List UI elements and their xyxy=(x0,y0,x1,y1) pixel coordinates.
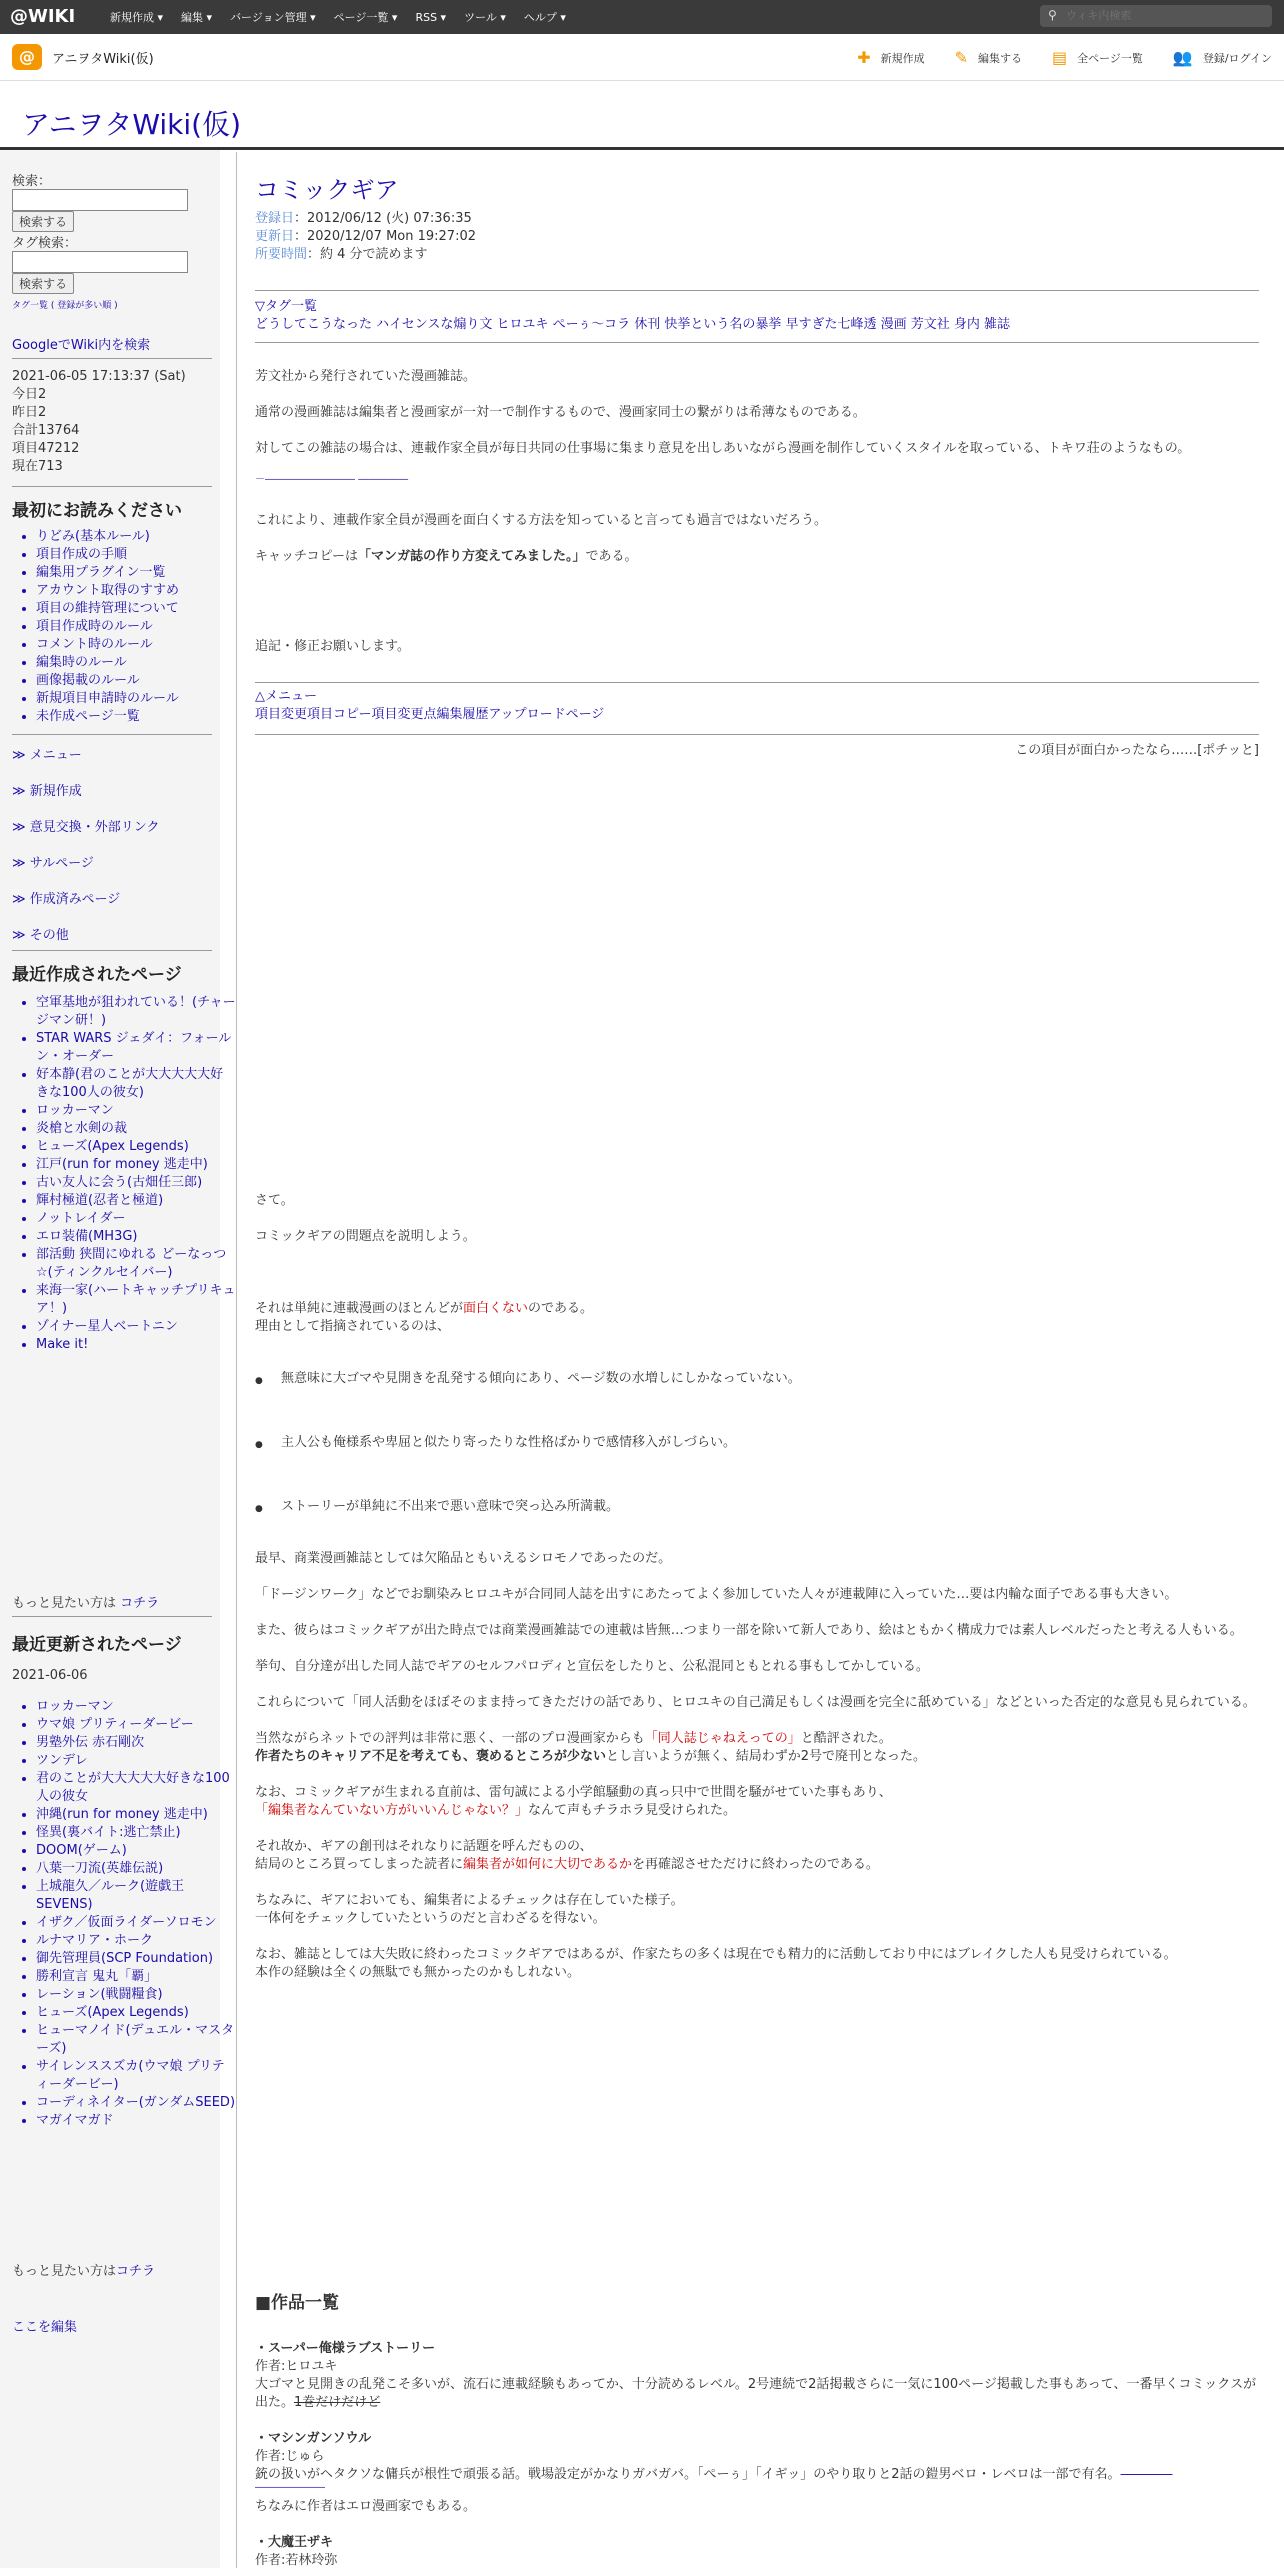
paragraph: 挙句、自分達が出した同人誌でギアのセルフパロディと宣伝をしたりと、公私混同ともとれる事もしてかしている。 xyxy=(255,1659,929,1674)
paragraph xyxy=(255,1802,1259,1820)
access-stats xyxy=(12,368,212,476)
paragraph: これらについて「同人活動をほぼそのまま持ってきただけの話であり、ヒロユキの自己満足もしくは漫画を完全に舐めている」などといった否定的な意見も見られている。 xyxy=(255,1695,1256,1710)
paragraph: また、彼らはコミックギアが出た時点では商業漫画雑誌での連載は皆無…つまり一部を除いて新人であり、絵はともかく構成力では素人レベルだったと考える人もいる。 xyxy=(255,1623,1243,1638)
menu-new[interactable]: 新規作成 ▾ xyxy=(110,11,164,24)
atwiki-logo[interactable]: @WIKI xyxy=(10,6,76,27)
text: 結局のところ買ってしまった読者に xyxy=(255,1857,464,1872)
site-actions xyxy=(857,48,1272,67)
updated-date xyxy=(255,228,1259,246)
work-title: ・大魔王ザキ xyxy=(255,2535,334,2550)
paragraph: これにより、連載作家全員が漫画を面白くする方法を知っていると言っても過言ではないだろう。 xyxy=(255,513,828,528)
paragraph: 通常の漫画雑誌は編集者と漫画家が一対一で制作するもので、漫画家同士の繋がりは希薄なものである。 xyxy=(255,405,866,420)
recent-updated-link[interactable]: • 八葉一刀流(英雄伝説) xyxy=(36,1860,236,1878)
recent-created-link[interactable]: • 好本静(君のことが大大大大大好きな100人の彼女) xyxy=(36,1066,236,1102)
sidebar-search-input[interactable] xyxy=(12,189,188,211)
site-bar xyxy=(0,34,1284,81)
catchcopy-suffix: である。 xyxy=(585,549,638,564)
sidebar-section-link[interactable]: ≫ その他 xyxy=(12,928,69,943)
recent-created-link[interactable]: • 古い友人に会う(古畑任三郎) xyxy=(36,1174,236,1192)
stat-total: 合計13764 xyxy=(12,423,80,438)
read-first-link[interactable]: • 画像掲載のルール xyxy=(36,672,236,690)
more-updated-link[interactable]: コチラ xyxy=(116,2264,156,2279)
divider xyxy=(12,950,212,951)
recent-updated-link[interactable]: • 上城龍久／ルーク(遊戯王SEVENS) xyxy=(36,1878,236,1914)
read-first-heading: 最初にお読みください xyxy=(12,501,182,521)
paragraph xyxy=(255,1730,1259,1748)
paragraph xyxy=(255,1300,1259,1318)
text: それは単純に連載漫画のほとんどが xyxy=(255,1301,464,1316)
paragraph: ちなみに作者はエロ漫画家でもある。 xyxy=(255,2499,477,2514)
google-search-link[interactable] xyxy=(12,334,212,353)
read-first-link[interactable]: • 項目の維持管理について xyxy=(36,600,236,618)
page-header xyxy=(0,81,1284,150)
read-first-link[interactable]: • 項目作成の手順 xyxy=(36,546,236,564)
read-first-list xyxy=(12,528,236,726)
sidebar-sections xyxy=(12,744,212,960)
recent-updated-link[interactable]: • イザク／仮面ライダーソロモン xyxy=(36,1914,236,1932)
hidden-text-link[interactable]: ――――――― xyxy=(255,2482,325,2493)
emphasis-red: 面白くない xyxy=(463,1301,529,1316)
read-first-link[interactable]: • 未作成ページ一覧 xyxy=(36,708,236,726)
text: と酷評された。 xyxy=(800,1731,892,1746)
updated-label: 更新日 xyxy=(255,229,295,244)
paragraph: ちなみに、ギアにおいても、編集者によるチェックは存在していた様子。 xyxy=(255,1893,684,1908)
all-pages-button[interactable] xyxy=(1052,48,1143,67)
recent-created-link[interactable]: • ゾイナー星人ベートニン xyxy=(36,1318,236,1336)
recent-created-link[interactable]: • ノットレイダー xyxy=(36,1210,236,1228)
paragraph: 対してこの雑誌の場合は、連載作家全員が毎日共同の仕事場に集まり意見を出しあいながら漫画を制作していくスタイルを取っている、トキワ荘のようなもの。 xyxy=(255,441,1191,456)
recent-updated-link[interactable]: • ルナマリア・ホーク xyxy=(36,1932,236,1950)
text: 銃の扱いがヘタクソな傭兵が根性で頑張る話。戦場設定がかなりガバガバ。「ぺーぅ」「イギッ」のやり取りと2話の鎧男ベロ・レベロは一部で有名。 xyxy=(255,2467,1121,2482)
stat-today: 今日2 xyxy=(12,387,47,402)
sidebar-section-link[interactable]: ≫ 意見交換・外部リンク xyxy=(12,820,160,835)
paragraph xyxy=(255,1748,1259,1766)
work-description xyxy=(255,2376,1259,2412)
search-label: 検索： xyxy=(12,174,52,189)
work-author: 作者:ヒロユキ xyxy=(255,2359,338,2374)
divider xyxy=(12,358,212,359)
menu-rss[interactable]: RSS ▾ xyxy=(415,10,447,24)
paragraph: なお、雑誌としては大失敗に終わったコミックギアではあるが、作家たちの多くは現在でも精力的に活動しており中にはブレイクした人も見受けられている。 xyxy=(255,1947,1177,1962)
recent-updated-link[interactable]: • 君のことが大大大大大好きな100人の彼女 xyxy=(36,1770,236,1806)
recent-created-link[interactable]: • 来海一家(ハートキャッチプリキュア！) xyxy=(36,1282,236,1318)
divider xyxy=(12,486,212,487)
read-first-link[interactable]: • コメント時のルール xyxy=(36,636,236,654)
tag-search-input[interactable] xyxy=(12,251,188,273)
recent-updated-link[interactable]: • ロッカーマン xyxy=(36,1698,236,1716)
sidebar-search-button[interactable]: 検索する xyxy=(12,211,74,232)
vote-link[interactable]: この項目が面白かったなら……[ポチッと] xyxy=(1015,743,1259,758)
sidebar-section-link[interactable]: ≫ 新規作成 xyxy=(12,784,82,799)
emphasis-red: 「編集者なんていない方がいいんじゃない？」 xyxy=(255,1803,529,1818)
recent-updated-heading: 最近更新されたページ xyxy=(12,1635,182,1655)
recent-updated-link[interactable]: • 勝利宣言 鬼丸「覇」 xyxy=(36,1968,236,1986)
registered-value: ：2012/06/12 (火) 07:36:35 xyxy=(294,211,472,226)
work-title: ・マシンガンソウル xyxy=(255,2431,372,2446)
read-first-link[interactable]: • 編集時のルール xyxy=(36,654,236,672)
recent-created-link[interactable]: • 空軍基地が狙われている！(チャージマン研！) xyxy=(36,994,236,1030)
search-icon: ⚲ xyxy=(1048,8,1057,22)
tag-list[interactable]: どうしてこうなった ハイセンスな煽り文 ヒロユキ ぺーぅ～コラ 休刊 快挙という名の暴挙 早すぎた七峰透 漫画 芳文社 身内 雑誌 xyxy=(255,317,1011,332)
new-page-button[interactable] xyxy=(857,48,924,67)
divider xyxy=(255,290,1259,291)
read-first-link[interactable]: • 新規項目申請時のルール xyxy=(36,690,236,708)
text: 当然ながらネットでの評判は非常に悪く、一部のプロ漫画家からも xyxy=(255,1731,645,1746)
main-content xyxy=(236,152,1273,2568)
paragraph: 「ドージンワーク」などでお馴染みヒロユキが合同同人誌を出すにあたってよく参加していた人々が連載陣に入っていた…要は内輪な面子である事も大きい。 xyxy=(255,1587,1178,1602)
read-first-link[interactable]: • アカウント取得のすすめ xyxy=(36,582,236,600)
text: を再確認させただけに終わったのである。 xyxy=(632,1857,879,1872)
divider xyxy=(255,682,1259,683)
paragraph: コミックギアの問題点を説明しよう。 xyxy=(255,1229,476,1244)
tag-search-button[interactable]: 検索する xyxy=(12,273,74,294)
recent-updated-link[interactable]: • 男塾外伝 赤石剛次 xyxy=(36,1734,236,1752)
paragraph xyxy=(255,1856,1259,1874)
recent-created-link[interactable]: • Make it! xyxy=(36,1336,236,1354)
text: とし言いようが無く、結局わずか2号で廃刊となった。 xyxy=(606,1749,927,1764)
recent-updated-link[interactable]: • 沖縄(run for money 逃走中) xyxy=(36,1806,236,1824)
edit-page-label: 編集する xyxy=(978,51,1023,65)
recent-updated-link[interactable]: • ヒューズ(Apex Legends) xyxy=(36,2004,236,2022)
login-button[interactable] xyxy=(1173,48,1272,67)
search-section xyxy=(12,170,212,311)
stat-items: 項目47212 xyxy=(12,441,80,456)
menu-tools[interactable]: ツール ▾ xyxy=(464,11,506,24)
paragraph: 追記・修正お願いします。 xyxy=(255,639,410,654)
sidebar-section-link[interactable]: ≫ メニュー xyxy=(12,748,82,763)
updated-value: ：2020/12/07 Mon 19:27:02 xyxy=(294,229,477,244)
divider xyxy=(255,342,1259,343)
paragraph: 本作の経験は全くの無駄でも無かったのかもしれない。 xyxy=(255,1965,581,1980)
edit-page-button[interactable] xyxy=(955,48,1022,67)
bullet-item xyxy=(255,1498,619,1516)
recent-created-link[interactable]: • 部活動 狭間にゆれる どーなっつ☆(ティンクルセイバー) xyxy=(36,1246,236,1282)
menu-version[interactable]: バージョン管理 ▾ xyxy=(230,11,316,24)
registered-date xyxy=(255,210,1259,228)
paragraph: なお、コミックギアが生まれる直前は、雷句誠による小学館騒動の真っ只中で世間を騒がせていた事もあり、 xyxy=(255,1785,892,1800)
recent-created-link[interactable]: • エロ装備(MH3G) xyxy=(36,1228,236,1246)
recent-updated-link[interactable]: • DOOM(ゲーム) xyxy=(36,1842,236,1860)
site-name[interactable]: アニヲタWiki(仮) xyxy=(52,52,154,67)
reading-time-value: ：約 4 分で読めます xyxy=(307,247,428,262)
emphasis-red: 「同人誌じゃねえっての」 xyxy=(644,1731,801,1746)
divider xyxy=(12,734,212,735)
sidebar-section-link[interactable]: ≫ 作成済みページ xyxy=(12,892,121,907)
stat-yesterday: 昨日2 xyxy=(12,405,47,420)
reading-time xyxy=(255,246,1259,264)
recent-updated-link[interactable]: • 御先管理員(SCP Foundation) xyxy=(36,1950,236,1968)
wiki-search-input[interactable] xyxy=(1064,7,1268,25)
recent-updated-list xyxy=(12,1698,236,2130)
catchcopy-prefix: キャッチコピーは xyxy=(255,549,358,564)
divider xyxy=(12,1616,212,1617)
recent-created-heading: 最近作成されたページ xyxy=(12,965,182,985)
recent-updated-date: 2021-06-06 xyxy=(12,1668,88,1683)
recent-updated-link[interactable]: • 怪異(裏バイト:逃亡禁止) xyxy=(36,1824,236,1842)
top-menu xyxy=(110,0,566,34)
paragraph: それ故か、ギアの創刊はそれなりに話題を呼んだものの、 xyxy=(255,1839,593,1854)
bold-text: 作者たちのキャリア不足を考えても、褒めるところが少ない xyxy=(255,1749,607,1764)
tag-list-link[interactable]: タグ一覧 ( 登録が多い順 ) xyxy=(12,301,118,311)
tag-search-label: タグ検索： xyxy=(12,236,78,251)
read-first-link[interactable]: • りどみ(基本ルール) xyxy=(36,528,236,546)
site-logo-icon[interactable]: @ xyxy=(12,44,42,70)
recent-updated-link[interactable]: • レーション(戦闘糧食) xyxy=(36,1986,236,2004)
recent-created-link[interactable]: • 輝村極道(忍者と極道) xyxy=(36,1192,236,1210)
read-first-link[interactable]: • 編集用プラグイン一覧 xyxy=(36,564,236,582)
user-add-icon: 👥 xyxy=(1172,48,1193,67)
text: のである。 xyxy=(528,1301,594,1316)
recent-updated-link[interactable]: • サイレンススズカ(ウマ娘 プリティーダービー) xyxy=(36,2058,236,2094)
document-icon: ▤ xyxy=(1052,48,1068,67)
strikethrough-text: 1巻だけだけど xyxy=(294,2395,381,2410)
more-updated xyxy=(12,2260,212,2279)
tag-list-toggle[interactable]: ▽タグ一覧 xyxy=(255,299,317,314)
pencil-icon: ✎ xyxy=(954,48,969,67)
recent-created-list xyxy=(12,994,236,1354)
divider xyxy=(255,734,1259,735)
more-created xyxy=(12,1592,212,1611)
wiki-search-box[interactable] xyxy=(1040,5,1272,27)
bullet-text: 主人公も俺様系や卑屈と似たり寄ったりな性格ばかりで感情移入がしづらい。 xyxy=(281,1435,737,1450)
recent-updated-link[interactable]: • コーディネイター(ガンダムSEED) xyxy=(36,2094,236,2112)
paragraph: 最早、商業漫画雑誌としては欠陥品ともいえるシロモノであったのだ。 xyxy=(255,1551,672,1566)
more-created-link[interactable]: コチラ xyxy=(120,1596,160,1611)
wiki-title[interactable]: アニヲタWiki(仮) xyxy=(22,108,242,141)
work-title: ・スーパー俺様ラブストーリー xyxy=(255,2341,436,2356)
recent-updated-link[interactable]: • ツンデレ xyxy=(36,1752,236,1770)
all-pages-label: 全ページ一覧 xyxy=(1077,51,1143,65)
recent-updated-link[interactable]: • マガイマガド xyxy=(36,2112,236,2130)
sidebar-section-link[interactable]: ≫ サルページ xyxy=(12,856,94,871)
recent-updated-link[interactable]: • ウマ娘 プリティーダービー xyxy=(36,1716,236,1734)
read-first-link[interactable]: • 項目作成時のルール xyxy=(36,618,236,636)
bullet-text: 無意味に大ゴマや見開きを乱発する傾向にあり、ページ数の水増しにしかなっていない。 xyxy=(281,1371,801,1386)
hidden-text-link[interactable]: －――――――――― ――――― xyxy=(255,474,409,485)
recent-created-link[interactable]: • STAR WARS ジェダイ：フォールン・オーダー xyxy=(36,1030,236,1066)
plus-icon: ✚ xyxy=(857,48,871,67)
recent-created-link[interactable]: • 炎槍と水剣の裁 xyxy=(36,1120,236,1138)
edit-sidebar-label: ここを編集 xyxy=(12,2320,78,2335)
google-search-label: GoogleでWiki内を検索 xyxy=(12,338,151,353)
bullet-item xyxy=(255,1370,801,1388)
works-heading: ■作品一覧 xyxy=(255,2293,340,2313)
text: 大ゴマと見開きの乱発こそ多いが、流石に連載経験もあってか、十分読めるレベル。2号連続で2話掲載さらに一気に100ページ掲載した事もあって、一番早くコミックスが出た。 xyxy=(255,2377,1257,2410)
more-created-text: もっと見たい方は xyxy=(12,1596,121,1611)
recent-created-link[interactable]: • ロッカーマン xyxy=(36,1102,236,1120)
page-menu-links[interactable]: 項目変更項目コピー項目変更点編集履歴アップロードページ xyxy=(255,707,605,722)
catchcopy: 「マンガ誌の作り方変えてみました。」 xyxy=(357,549,586,564)
more-updated-text: もっと見たい方は xyxy=(12,2264,117,2279)
new-page-label: 新規作成 xyxy=(880,51,925,65)
catchcopy-paragraph xyxy=(255,548,1259,566)
work-author: 作者:若林玲弥 xyxy=(255,2553,338,2568)
menu-edit[interactable]: 編集 ▾ xyxy=(181,11,213,24)
top-navigation-bar xyxy=(0,0,1284,34)
paragraph: 理由として指摘されているのは、 xyxy=(255,1319,451,1334)
edit-sidebar-link[interactable] xyxy=(12,2316,212,2335)
menu-toggle[interactable]: △メニュー xyxy=(255,689,317,704)
menu-pages[interactable]: ページ一覧 ▾ xyxy=(333,11,398,24)
emphasis-red: 編集者が如何に大切であるか xyxy=(463,1857,633,1872)
menu-help[interactable]: ヘルプ ▾ xyxy=(523,11,566,24)
registered-label: 登録日 xyxy=(255,211,295,226)
stat-current: 現在713 xyxy=(12,459,63,474)
paragraph: 一体何をチェックしていたというのだと言わざるを得ない。 xyxy=(255,1911,606,1926)
work-description xyxy=(255,2466,1259,2484)
paragraph: さて。 xyxy=(255,1193,294,1208)
login-label: 登録/ログイン xyxy=(1202,51,1272,65)
intro-paragraph: 芳文社から発行されていた漫画雑誌。 xyxy=(255,369,477,384)
stat-datetime: 2021-06-05 17:13:37 (Sat) xyxy=(12,369,186,384)
recent-created-link[interactable]: • 江戸(run for money 逃走中) xyxy=(36,1156,236,1174)
reading-time-label: 所要時間 xyxy=(255,247,308,262)
recent-created-link[interactable]: • ヒューズ(Apex Legends) xyxy=(36,1138,236,1156)
work-author: 作者:じゅら xyxy=(255,2449,325,2464)
text: なんて声もチラホラ見受けられた。 xyxy=(528,1803,737,1818)
left-sidebar xyxy=(0,150,236,2568)
bullet-text: ストーリーが単純に不出来で悪い意味で突っ込み所満載。 xyxy=(281,1499,620,1514)
recent-updated-link[interactable]: • ヒューマノイド(デュエル・マスターズ) xyxy=(36,2022,236,2058)
bullet-item xyxy=(255,1434,736,1452)
hidden-text-link[interactable]: ―――― xyxy=(1120,2467,1173,2482)
page-title: コミックギア xyxy=(255,176,399,204)
